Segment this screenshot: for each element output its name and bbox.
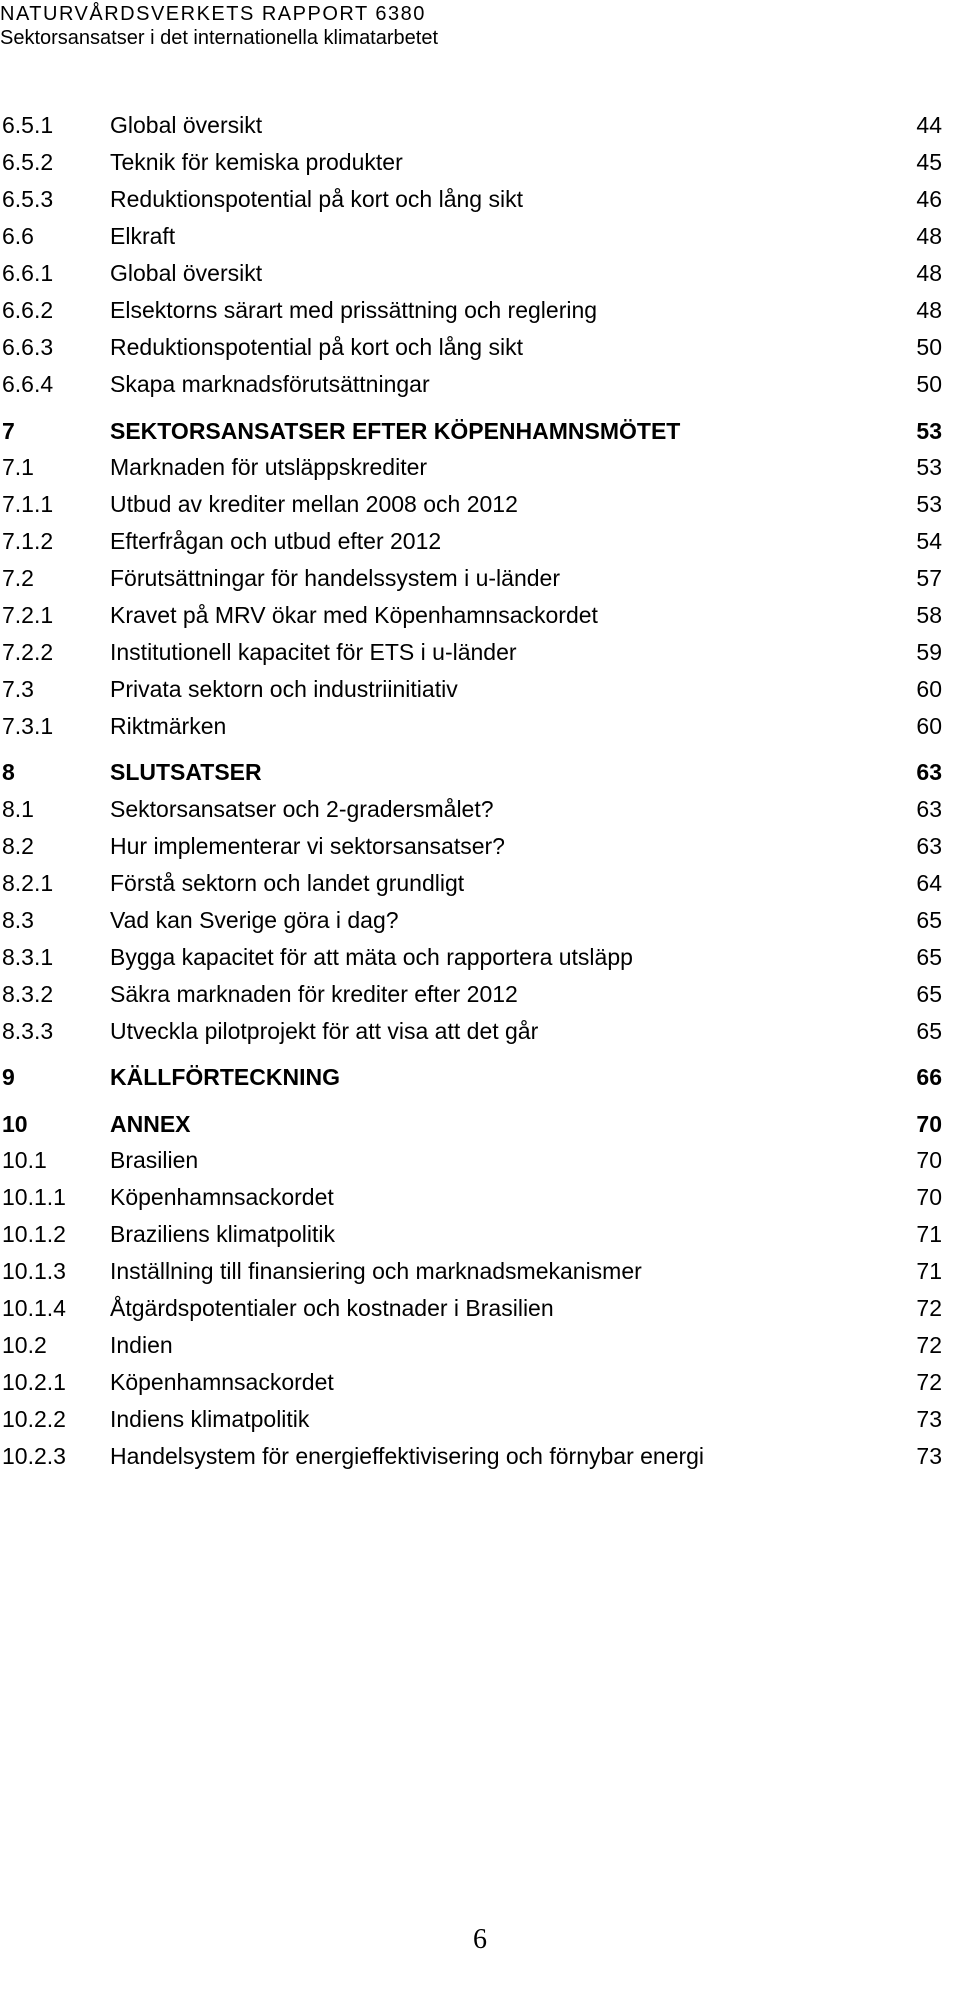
toc-entry-page: 60 xyxy=(916,713,942,739)
toc-entry-number: 7.3 xyxy=(2,676,34,702)
toc-entry-number: 6.6.3 xyxy=(2,334,54,360)
toc-entry-page: 59 xyxy=(916,639,942,665)
toc-entry[interactable] xyxy=(0,216,942,256)
toc-entry-page: 48 xyxy=(916,223,942,249)
toc-entry-page: 66 xyxy=(916,1064,942,1090)
toc-entry-page: 71 xyxy=(916,1258,942,1284)
toc-entry-number: 10.1.4 xyxy=(2,1295,66,1321)
page-number: 6 xyxy=(473,1924,487,1955)
toc-entry[interactable] xyxy=(0,179,942,219)
toc-entry-page: 72 xyxy=(916,1332,942,1358)
toc-entry[interactable] xyxy=(0,327,942,367)
toc-entry-page: 60 xyxy=(916,676,942,702)
toc-entry-title: Köpenhamnsackordet xyxy=(110,1184,334,1210)
toc-entry-page: 44 xyxy=(916,112,942,138)
toc-entry[interactable] xyxy=(0,105,942,145)
toc-entry[interactable] xyxy=(0,789,942,829)
toc-entry-number: 8.2 xyxy=(2,833,34,859)
toc-entry-page: 48 xyxy=(916,297,942,323)
toc-entry-page: 50 xyxy=(916,371,942,397)
toc-entry-number: 7.1.2 xyxy=(2,528,54,554)
toc-entry-number: 7.2.1 xyxy=(2,602,54,628)
toc-entry-title: Sektorsansatser och 2-gradersmålet? xyxy=(110,796,494,822)
toc-entry-page: 70 xyxy=(916,1111,942,1137)
toc-entry[interactable] xyxy=(0,1011,942,1051)
toc-entry[interactable] xyxy=(0,1436,942,1476)
toc-entry-number: 7 xyxy=(2,418,15,444)
toc-entry-page: 72 xyxy=(916,1369,942,1395)
toc-entry[interactable] xyxy=(0,521,942,561)
toc-entry-number: 8.3.2 xyxy=(2,981,54,1007)
toc-entry-number: 8.2.1 xyxy=(2,870,54,896)
toc-entry-title: Säkra marknaden för krediter efter 2012 xyxy=(110,981,518,1007)
toc-entry-number: 10.1 xyxy=(2,1147,47,1173)
toc-entry[interactable] xyxy=(0,1140,942,1180)
toc-entry-number: 8.1 xyxy=(2,796,34,822)
toc-entry[interactable] xyxy=(0,290,942,330)
toc-entry[interactable] xyxy=(0,364,942,404)
toc-entry-title: ANNEX xyxy=(110,1111,191,1137)
toc-entry-page: 53 xyxy=(916,418,942,444)
toc-entry-title: SEKTORSANSATSER EFTER KÖPENHAMNSMÖTET xyxy=(110,418,681,444)
toc-chapter-entry[interactable] xyxy=(0,752,942,792)
toc-entry-number: 6.5.2 xyxy=(2,149,54,175)
toc-entry-title: Åtgärdspotentialer och kostnader i Brasilien xyxy=(110,1295,554,1321)
toc-entry-number: 10 xyxy=(2,1111,28,1137)
toc-entry-page: 65 xyxy=(916,907,942,933)
toc-entry-title: Kravet på MRV ökar med Köpenhamnsackordet xyxy=(110,602,598,628)
toc-entry[interactable] xyxy=(0,937,942,977)
toc-entry[interactable] xyxy=(0,1251,942,1291)
toc-entry-title: Teknik för kemiska produkter xyxy=(110,149,403,175)
toc-entry-title: Braziliens klimatpolitik xyxy=(110,1221,335,1247)
toc-entry-title: Köpenhamnsackordet xyxy=(110,1369,334,1395)
toc-entry-page: 45 xyxy=(916,149,942,175)
toc-entry[interactable] xyxy=(0,1325,942,1365)
toc-entry-title: Indiens klimatpolitik xyxy=(110,1406,310,1432)
toc-entry-title: Institutionell kapacitet för ETS i u-länder xyxy=(110,639,517,665)
toc-entry-number: 8.3.3 xyxy=(2,1018,54,1044)
toc-entry-number: 7.1 xyxy=(2,454,34,480)
toc-entry-title: Hur implementerar vi sektorsansatser? xyxy=(110,833,505,859)
toc-entry-page: 71 xyxy=(916,1221,942,1247)
toc-entry[interactable] xyxy=(0,900,942,940)
toc-entry[interactable] xyxy=(0,826,942,866)
toc-entry-title: Riktmärken xyxy=(110,713,227,739)
toc-entry[interactable] xyxy=(0,1214,942,1254)
toc-entry-number: 6.6.2 xyxy=(2,297,54,323)
toc-entry-title: Reduktionspotential på kort och lång sikt xyxy=(110,186,523,212)
toc-entry[interactable] xyxy=(0,142,942,182)
toc-entry[interactable] xyxy=(0,595,942,635)
toc-entry-page: 54 xyxy=(916,528,942,554)
toc-chapter-entry[interactable] xyxy=(0,411,942,451)
toc-entry-number: 6.6 xyxy=(2,223,34,249)
toc-entry-title: Global översikt xyxy=(110,260,263,286)
toc-entry[interactable] xyxy=(0,974,942,1014)
toc-entry[interactable] xyxy=(0,632,942,672)
toc-entry-number: 10.1.3 xyxy=(2,1258,66,1284)
toc-entry-title: Elsektorns särart med prissättning och reglering xyxy=(110,297,598,323)
toc-entry-page: 63 xyxy=(916,833,942,859)
toc-entry-page: 63 xyxy=(916,796,942,822)
toc-entry-number: 6.6.1 xyxy=(2,260,54,286)
toc-entry-title: Vad kan Sverige göra i dag? xyxy=(110,907,399,933)
toc-entry-page: 70 xyxy=(916,1147,942,1173)
report-subtitle: Sektorsansatser i det internationella klimatarbetet xyxy=(0,27,439,49)
toc-entry-title: Privata sektorn och industriinitiativ xyxy=(110,676,458,702)
toc-entry-title: Förutsättningar för handelssystem i u-länder xyxy=(110,565,560,591)
toc-entry-page: 50 xyxy=(916,334,942,360)
toc-chapter-entry[interactable] xyxy=(0,1104,942,1144)
toc-entry-title: SLUTSATSER xyxy=(110,759,262,785)
toc-entry-page: 73 xyxy=(916,1406,942,1432)
toc-entry-page: 53 xyxy=(916,491,942,517)
toc-entry-number: 6.5.1 xyxy=(2,112,54,138)
toc-entry-title: Handelsystem för energieffektivisering och förnybar energi xyxy=(110,1443,705,1469)
toc-entry-page: 58 xyxy=(916,602,942,628)
toc-entry-title: KÄLLFÖRTECKNING xyxy=(110,1064,340,1090)
toc-entry-title: Marknaden för utsläppskrediter xyxy=(110,454,428,480)
toc-chapter-entry[interactable] xyxy=(0,1057,942,1097)
toc-entry-page: 65 xyxy=(916,981,942,1007)
toc-entry[interactable] xyxy=(0,863,942,903)
toc-entry-page: 64 xyxy=(916,870,942,896)
toc-entry-title: Brasilien xyxy=(110,1147,199,1173)
toc-entry-number: 9 xyxy=(2,1064,15,1090)
toc-entry-number: 8.3.1 xyxy=(2,944,54,970)
toc-entry-number: 7.2.2 xyxy=(2,639,54,665)
toc-entry-number: 10.2.2 xyxy=(2,1406,66,1432)
toc-entry-title: Elkraft xyxy=(110,223,176,249)
toc-entry-page: 65 xyxy=(916,1018,942,1044)
toc-entry-page: 57 xyxy=(916,565,942,591)
toc-entry-number: 8.3 xyxy=(2,907,34,933)
toc-entry-title: Skapa marknadsförutsättningar xyxy=(110,371,430,397)
toc-entry-number: 10.2.3 xyxy=(2,1443,66,1469)
toc-entry-page: 72 xyxy=(916,1295,942,1321)
toc-entry-title: Efterfrågan och utbud efter 2012 xyxy=(110,528,442,554)
toc-entry-page: 65 xyxy=(916,944,942,970)
toc-entry-number: 10.1.2 xyxy=(2,1221,66,1247)
toc-entry-number: 7.2 xyxy=(2,565,34,591)
toc-entry-number: 10.2 xyxy=(2,1332,47,1358)
toc-entry[interactable] xyxy=(0,669,942,709)
toc-entry[interactable] xyxy=(0,706,942,746)
toc-entry-number: 6.6.4 xyxy=(2,371,54,397)
report-title: NATURVÅRDSVERKETS RAPPORT 6380 xyxy=(0,3,426,25)
toc-entry[interactable] xyxy=(0,1362,942,1402)
toc-entry-page: 48 xyxy=(916,260,942,286)
toc-entry-number: 10.2.1 xyxy=(2,1369,66,1395)
toc-entry[interactable] xyxy=(0,253,942,293)
toc-entry[interactable] xyxy=(0,1399,942,1439)
toc-entry-page: 53 xyxy=(916,454,942,480)
toc-entry-title: Inställning till finansiering och marknadsmekanismer xyxy=(110,1258,642,1284)
toc-entry-page: 73 xyxy=(916,1443,942,1469)
toc-entry-page: 63 xyxy=(916,759,942,785)
toc-entry-title: Global översikt xyxy=(110,112,263,138)
toc-entry[interactable] xyxy=(0,484,942,524)
toc-entry-number: 10.1.1 xyxy=(2,1184,66,1210)
toc-entry[interactable] xyxy=(0,447,942,487)
toc-entry-title: Bygga kapacitet för att mäta och rapportera utsläpp xyxy=(110,944,633,970)
toc-entry-page: 70 xyxy=(916,1184,942,1210)
toc-entry-title: Indien xyxy=(110,1332,173,1358)
toc-entry-title: Utveckla pilotprojekt för att visa att det går xyxy=(110,1018,539,1044)
toc-entry-number: 7.1.1 xyxy=(2,491,54,517)
toc-entry-number: 6.5.3 xyxy=(2,186,54,212)
toc-entry-title: Reduktionspotential på kort och lång sikt xyxy=(110,334,523,360)
toc-entry-number: 8 xyxy=(2,759,15,785)
toc-entry[interactable] xyxy=(0,558,942,598)
toc-entry-title: Utbud av krediter mellan 2008 och 2012 xyxy=(110,491,518,517)
toc-entry[interactable] xyxy=(0,1288,942,1328)
toc-entry-page: 46 xyxy=(916,186,942,212)
toc-entry-title: Förstå sektorn och landet grundligt xyxy=(110,870,465,896)
toc-entry-number: 7.3.1 xyxy=(2,713,54,739)
toc-entry[interactable] xyxy=(0,1177,942,1217)
